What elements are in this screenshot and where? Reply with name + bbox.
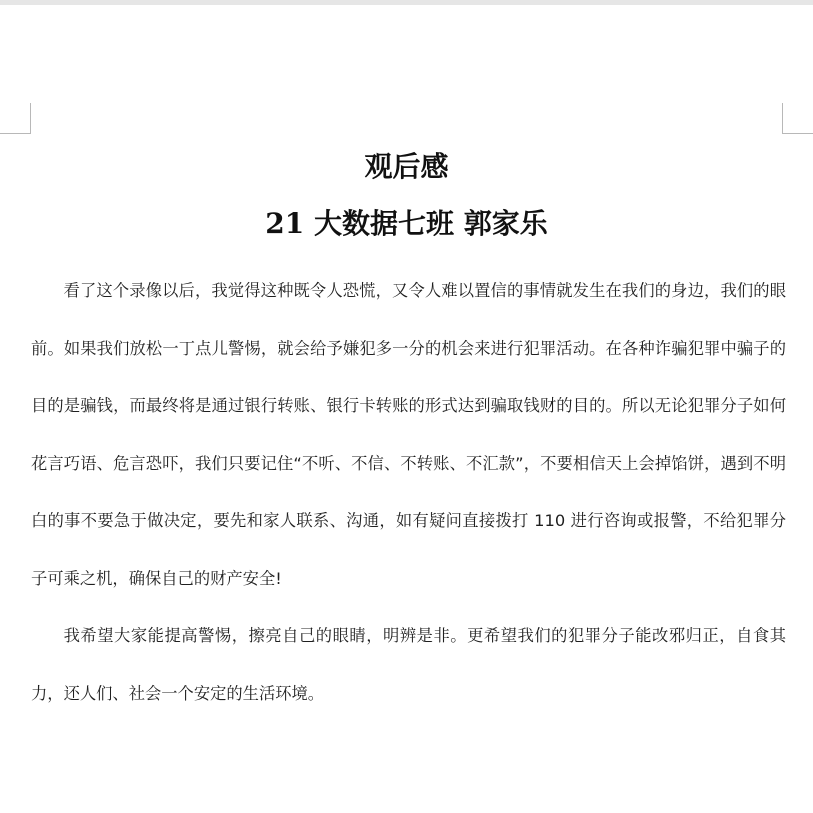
top-toolbar-edge <box>0 0 813 5</box>
document-body <box>31 262 786 722</box>
paragraph-2: 我希望大家能提高警惕，擦亮自己的眼睛，明辨是非。更希望我们的犯罪分子能改邪归正，自食其力，还人们、社会一个安定的生活环境。 <box>31 626 786 703</box>
right-margin-marker <box>782 103 813 134</box>
document-subtitle: 21 大数据七班 郭家乐 <box>265 207 548 240</box>
document-title: 观后感 <box>364 150 449 183</box>
paragraph-1: 看了这个录像以后，我觉得这种既令人恐慌，又令人难以置信的事情就发生在我们的身边，我们的眼前。如果我们放松一丁点儿警惕，就会给予嫌犯多一分的机会来进行犯罪活动。在各种诈骗犯罪中骗子的目的是骗钱，而最终将是通过银行转账、银行卡转账的形式达到骗取钱财的目的。所以无论犯罪分子如何花言巧语、危言恐吓，我们只要记住“不听、不信、不转账、不汇款”，不要相信天上会掉馅饼，遇到不明白的事不要急于做决定，要先和家人联系、沟通，如有疑问直接拨打 110 进行咨询或报警，不给犯罪分子可乘之机，确保自己的财产安全! <box>31 281 786 588</box>
left-margin-marker <box>0 103 31 134</box>
